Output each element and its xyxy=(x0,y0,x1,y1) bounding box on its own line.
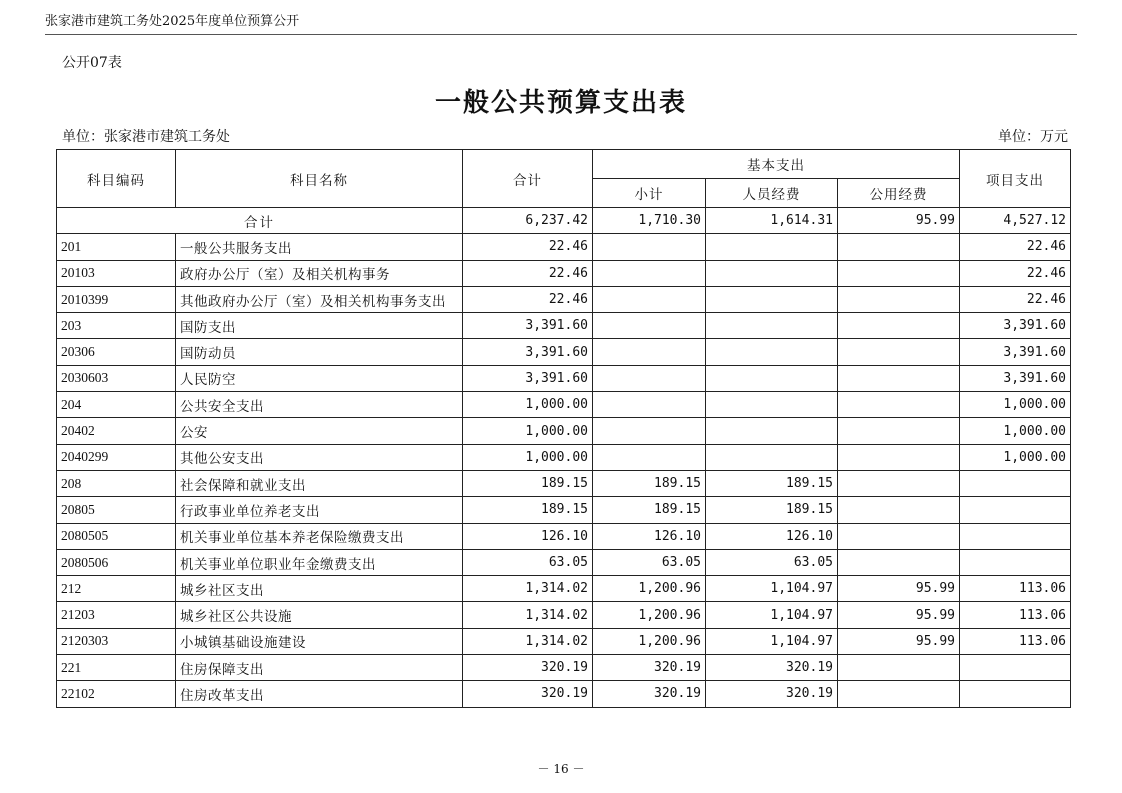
cell-public xyxy=(838,444,960,470)
cell-name: 国防支出 xyxy=(176,313,463,339)
cell-code: 20805 xyxy=(57,497,176,523)
cell-code: 20402 xyxy=(57,418,176,444)
cell-subtotal: 1,200.96 xyxy=(593,576,706,602)
cell-subtotal: 189.15 xyxy=(593,497,706,523)
page-title: 一般公共预算支出表 xyxy=(434,88,687,118)
cell-code: 203 xyxy=(57,313,176,339)
cell-total: 1,314.02 xyxy=(463,602,593,628)
cell-project xyxy=(960,681,1071,707)
cell-personnel: 320.19 xyxy=(706,655,838,681)
cell-subtotal xyxy=(593,418,706,444)
table-row xyxy=(57,576,1071,602)
cell-total: 1,000.00 xyxy=(463,444,593,470)
cell-personnel: 1,104.97 xyxy=(706,628,838,654)
column-header-subtotal: 小计 xyxy=(593,179,706,208)
cell-public xyxy=(838,260,960,286)
cell-total: 22.46 xyxy=(463,286,593,312)
cell-code: 212 xyxy=(57,576,176,602)
cell-public: 95.99 xyxy=(838,576,960,602)
cell-project: 1,000.00 xyxy=(960,444,1071,470)
running-title: 张家港市建筑工务处2025年度单位预算公开 xyxy=(45,14,300,29)
table-row xyxy=(57,313,1071,339)
cell-personnel xyxy=(706,339,838,365)
cell-project: 3,391.60 xyxy=(960,339,1071,365)
total-public: 95.99 xyxy=(838,208,960,234)
cell-project xyxy=(960,470,1071,496)
table-row xyxy=(57,470,1071,496)
cell-personnel: 1,104.97 xyxy=(706,576,838,602)
cell-name: 国防动员 xyxy=(176,339,463,365)
cell-subtotal: 126.10 xyxy=(593,523,706,549)
cell-public xyxy=(838,365,960,391)
cell-subtotal: 320.19 xyxy=(593,681,706,707)
table-row xyxy=(57,260,1071,286)
cell-code: 2010399 xyxy=(57,286,176,312)
cell-project: 1,000.00 xyxy=(960,392,1071,418)
cell-code: 2080506 xyxy=(57,549,176,575)
table-row xyxy=(57,655,1071,681)
cell-public xyxy=(838,313,960,339)
cell-public xyxy=(838,681,960,707)
cell-public xyxy=(838,549,960,575)
cell-total: 189.15 xyxy=(463,497,593,523)
cell-name: 人民防空 xyxy=(176,365,463,391)
cell-total: 22.46 xyxy=(463,260,593,286)
cell-code: 21203 xyxy=(57,602,176,628)
cell-personnel: 189.15 xyxy=(706,497,838,523)
unit-organization: 单位：张家港市建筑工务处 xyxy=(62,129,230,145)
cell-name: 小城镇基础设施建设 xyxy=(176,628,463,654)
cell-name: 公安 xyxy=(176,418,463,444)
table-row xyxy=(57,681,1071,707)
cell-total: 126.10 xyxy=(463,523,593,549)
cell-public xyxy=(838,234,960,260)
column-header-code: 科目编码 xyxy=(57,150,176,208)
cell-subtotal xyxy=(593,313,706,339)
cell-project: 3,391.60 xyxy=(960,313,1071,339)
cell-total: 189.15 xyxy=(463,470,593,496)
cell-personnel xyxy=(706,392,838,418)
cell-personnel xyxy=(706,418,838,444)
cell-total: 320.19 xyxy=(463,681,593,707)
cell-name: 一般公共服务支出 xyxy=(176,234,463,260)
cell-project xyxy=(960,523,1071,549)
cell-project xyxy=(960,549,1071,575)
cell-public: 95.99 xyxy=(838,602,960,628)
table-row xyxy=(57,497,1071,523)
table-row xyxy=(57,602,1071,628)
cell-total: 1,000.00 xyxy=(463,418,593,444)
cell-project xyxy=(960,497,1071,523)
cell-public xyxy=(838,339,960,365)
table-row xyxy=(57,549,1071,575)
cell-total: 320.19 xyxy=(463,655,593,681)
cell-personnel xyxy=(706,365,838,391)
budget-expenditure-table xyxy=(56,149,1071,708)
cell-personnel: 320.19 xyxy=(706,681,838,707)
cell-code: 2120303 xyxy=(57,628,176,654)
cell-public xyxy=(838,392,960,418)
table-row xyxy=(57,418,1071,444)
cell-subtotal: 320.19 xyxy=(593,655,706,681)
cell-code: 20103 xyxy=(57,260,176,286)
cell-subtotal xyxy=(593,339,706,365)
cell-subtotal: 63.05 xyxy=(593,549,706,575)
cell-project: 3,391.60 xyxy=(960,365,1071,391)
cell-subtotal: 189.15 xyxy=(593,470,706,496)
cell-name: 公共安全支出 xyxy=(176,392,463,418)
cell-name: 行政事业单位养老支出 xyxy=(176,497,463,523)
cell-personnel xyxy=(706,234,838,260)
document-code: 公开07表 xyxy=(62,55,122,71)
running-header xyxy=(45,10,1077,35)
cell-total: 22.46 xyxy=(463,234,593,260)
total-total: 6,237.42 xyxy=(463,208,593,234)
cell-public: 95.99 xyxy=(838,628,960,654)
cell-total: 3,391.60 xyxy=(463,339,593,365)
table-row xyxy=(57,365,1071,391)
page-number: － 16 － xyxy=(537,762,585,776)
cell-project: 22.46 xyxy=(960,286,1071,312)
total-subtotal: 1,710.30 xyxy=(593,208,706,234)
column-header-project: 项目支出 xyxy=(960,150,1071,208)
cell-project: 113.06 xyxy=(960,602,1071,628)
column-header-name: 科目名称 xyxy=(176,150,463,208)
cell-subtotal: 1,200.96 xyxy=(593,628,706,654)
table-row xyxy=(57,444,1071,470)
cell-personnel xyxy=(706,260,838,286)
cell-total: 1,314.02 xyxy=(463,628,593,654)
cell-project xyxy=(960,655,1071,681)
cell-personnel: 189.15 xyxy=(706,470,838,496)
cell-project: 22.46 xyxy=(960,260,1071,286)
cell-code: 20306 xyxy=(57,339,176,365)
cell-personnel: 126.10 xyxy=(706,523,838,549)
column-header-basic: 基本支出 xyxy=(593,150,960,179)
cell-public xyxy=(838,655,960,681)
cell-name: 机关事业单位基本养老保险缴费支出 xyxy=(176,523,463,549)
total-project: 4,527.12 xyxy=(960,208,1071,234)
cell-project: 1,000.00 xyxy=(960,418,1071,444)
table-row xyxy=(57,286,1071,312)
cell-name: 政府办公厅（室）及相关机构事务 xyxy=(176,260,463,286)
column-header-personnel: 人员经费 xyxy=(706,179,838,208)
cell-subtotal xyxy=(593,392,706,418)
cell-subtotal xyxy=(593,365,706,391)
cell-code: 2030603 xyxy=(57,365,176,391)
total-row xyxy=(57,208,1071,234)
cell-subtotal xyxy=(593,444,706,470)
cell-total: 63.05 xyxy=(463,549,593,575)
column-header-public: 公用经费 xyxy=(838,179,960,208)
cell-total: 3,391.60 xyxy=(463,313,593,339)
unit-currency: 单位：万元 xyxy=(998,129,1068,145)
header-row xyxy=(57,150,1071,179)
table-row xyxy=(57,234,1071,260)
cell-subtotal: 1,200.96 xyxy=(593,602,706,628)
cell-code: 221 xyxy=(57,655,176,681)
cell-total: 3,391.60 xyxy=(463,365,593,391)
cell-code: 208 xyxy=(57,470,176,496)
cell-name: 社会保障和就业支出 xyxy=(176,470,463,496)
cell-name: 城乡社区支出 xyxy=(176,576,463,602)
cell-personnel xyxy=(706,313,838,339)
cell-name: 其他政府办公厅（室）及相关机构事务支出 xyxy=(176,286,463,312)
cell-subtotal xyxy=(593,234,706,260)
cell-project: 113.06 xyxy=(960,576,1071,602)
cell-personnel: 63.05 xyxy=(706,549,838,575)
cell-project: 22.46 xyxy=(960,234,1071,260)
column-header-total: 合计 xyxy=(463,150,593,208)
cell-name: 其他公安支出 xyxy=(176,444,463,470)
table-row xyxy=(57,339,1071,365)
table-row xyxy=(57,628,1071,654)
cell-code: 2080505 xyxy=(57,523,176,549)
cell-total: 1,314.02 xyxy=(463,576,593,602)
cell-name: 机关事业单位职业年金缴费支出 xyxy=(176,549,463,575)
cell-code: 2040299 xyxy=(57,444,176,470)
cell-public xyxy=(838,470,960,496)
cell-code: 22102 xyxy=(57,681,176,707)
cell-name: 住房保障支出 xyxy=(176,655,463,681)
cell-code: 201 xyxy=(57,234,176,260)
cell-total: 1,000.00 xyxy=(463,392,593,418)
cell-subtotal xyxy=(593,286,706,312)
cell-name: 城乡社区公共设施 xyxy=(176,602,463,628)
total-personnel: 1,614.31 xyxy=(706,208,838,234)
cell-public xyxy=(838,418,960,444)
cell-public xyxy=(838,523,960,549)
cell-public xyxy=(838,497,960,523)
cell-personnel xyxy=(706,444,838,470)
cell-code: 204 xyxy=(57,392,176,418)
total-label: 合计 xyxy=(57,208,463,234)
cell-personnel xyxy=(706,286,838,312)
cell-personnel: 1,104.97 xyxy=(706,602,838,628)
cell-subtotal xyxy=(593,260,706,286)
cell-public xyxy=(838,286,960,312)
table-row xyxy=(57,392,1071,418)
cell-project: 113.06 xyxy=(960,628,1071,654)
cell-name: 住房改革支出 xyxy=(176,681,463,707)
table-row xyxy=(57,523,1071,549)
